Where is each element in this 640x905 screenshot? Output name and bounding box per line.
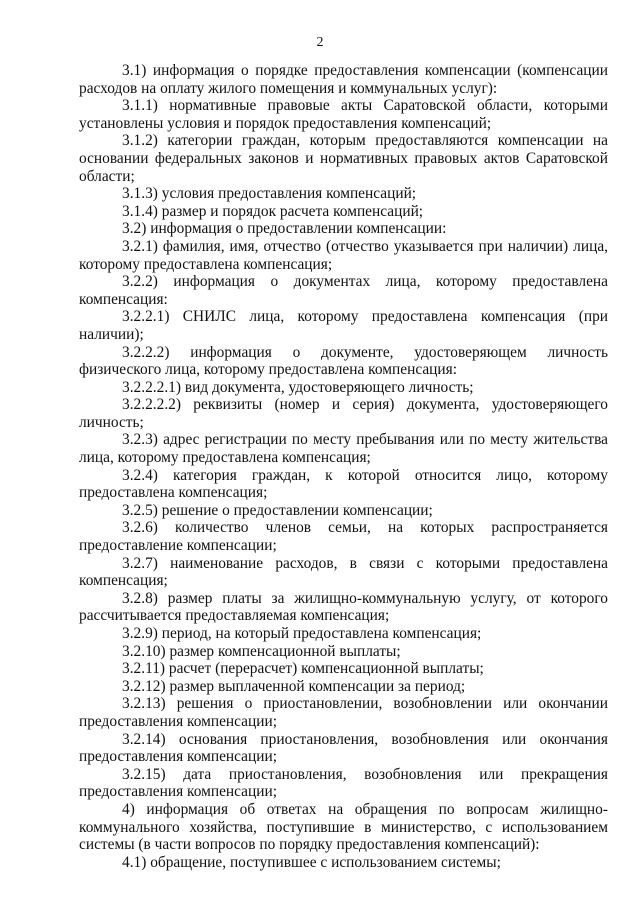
paragraph-3-2-7: 3.2.7) наименование расходов, в связи с которыми предоставлена компенсация;	[79, 554, 608, 590]
paragraph-3-1-2: 3.1.2) категории граждан, которым предоставляются компенсации на основании федеральных законов и нормативных правовых актов Саратовской области;	[79, 132, 608, 185]
document-body	[79, 62, 608, 871]
paragraph-3-2-4: 3.2.4) категория граждан, к которой относится лицо, которому предоставлена компенсация;	[79, 466, 608, 502]
paragraph-3-2-10: 3.2.10) размер компенсационной выплаты;	[122, 642, 401, 660]
paragraph-3-2-2: 3.2.2) информация о документах лица, которому предоставлена компенсация:	[79, 273, 608, 308]
paragraph-3-2-15: 3.2.15) дата приостановления, возобновления или прекращения предоставления компенсации;	[79, 765, 608, 801]
paragraph-3-1: 3.1) информация о порядке предоставления компенсации (компенсации расходов на оплату жилого помещения и коммунальных услуг):	[79, 62, 608, 97]
paragraph-3-2-9: 3.2.9) период, на который предоставлена компенсация;	[122, 625, 482, 642]
paragraph-3-1-4: 3.1.4) размер и порядок расчета компенсаций;	[122, 202, 424, 220]
paragraph-3-2-6: 3.2.6) количество членов семьи, на которых распространяется предоставление компенсации;	[79, 519, 608, 555]
paragraph-3-2-11: 3.2.11) расчет (перерасчет) компенсационной выплаты;	[122, 660, 484, 678]
paragraph-3-2-8: 3.2.8) размер платы за жилищно-коммунальную услугу, от которого рассчитывается предоставляемая компенсация;	[79, 589, 608, 625]
paragraph-4: 4) информация об ответах на обращения по вопросам жилищно-коммунального хозяйства, поступившие в министерство, с использованием системы (в части вопросов по порядку предоставления компенсаций):	[79, 800, 608, 854]
paragraph-3-2-13: 3.2.13) решения о приостановлении, возобновлении или окончании предоставления компенсации;	[79, 695, 608, 730]
paragraph-4-1: 4.1) обращение, поступившее с использованием системы;	[122, 853, 501, 871]
paragraph-3-2-2-1: 3.2.2.1) СНИЛС лица, которому предоставлена компенсация (при наличии);	[79, 308, 608, 343]
paragraph-3-2: 3.2) информация о предоставлении компенсации:	[122, 220, 447, 238]
paragraph-3-2-5: 3.2.5) решение о предоставлении компенсации;	[122, 501, 433, 519]
paragraph-3-2-2-2: 3.2.2.2) информация о документе, удостоверяющем личность физического лица, которому предоставлена компенсация:	[79, 343, 608, 379]
paragraph-3-2-2-2-1: 3.2.2.2.1) вид документа, удостоверяющего личность;	[122, 378, 474, 396]
paragraph-3-1-1: 3.1.1) нормативные правовые акты Саратовской области, которыми установлены условия и порядок предоставления компенсаций;	[79, 97, 608, 132]
paragraph-3-2-1: 3.2.1) фамилия, имя, отчество (отчество указывается при наличии) лица, которому предоставлена компенсация;	[79, 237, 608, 273]
paragraph-3-2-12: 3.2.12) размер выплаченной компенсации за период;	[122, 677, 466, 695]
paragraph-3-2-3: 3.2.3) адрес регистрации по месту пребывания или по месту жительства лица, которому предоставлена компенсация;	[79, 431, 608, 467]
paragraph-3-2-14: 3.2.14) основания приостановления, возобновления или окончания предоставления компенсации;	[79, 730, 608, 766]
paragraph-3-1-3: 3.1.3) условия предоставления компенсаций;	[122, 185, 417, 203]
page-number: 2	[316, 35, 324, 50]
paragraph-3-2-2-2-2: 3.2.2.2.2) реквизиты (номер и серия) документа, удостоверяющего личность;	[79, 396, 608, 431]
